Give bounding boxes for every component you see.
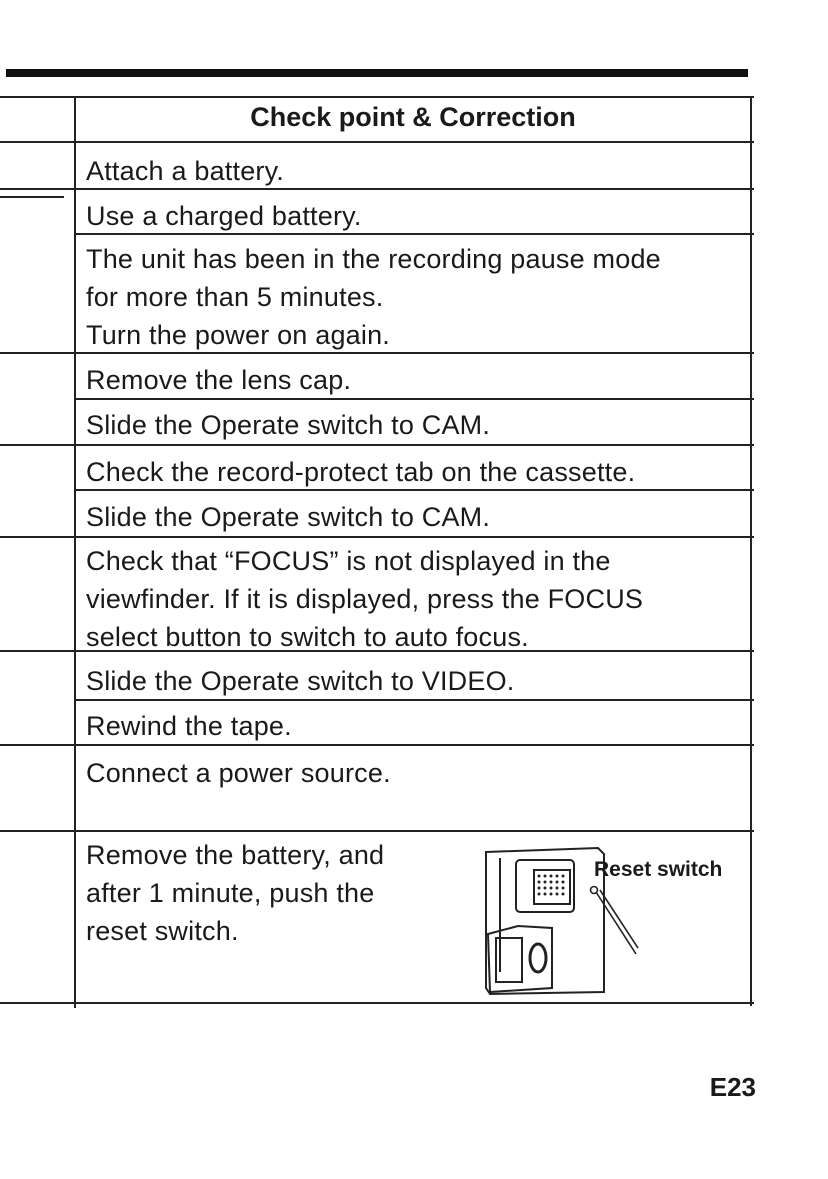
top-rule: [6, 69, 748, 77]
table-cell: Attach a battery.: [86, 156, 285, 186]
reset-switch-label: Reset switch: [594, 858, 723, 881]
table-top-border: [0, 96, 754, 98]
table-cell: Rewind the tape.: [86, 711, 292, 741]
table-cell: [86, 240, 734, 354]
cell-line: The unit has been in the recording pause mode: [86, 244, 661, 274]
left-tick: [0, 196, 64, 198]
row-divider: [0, 830, 754, 832]
reset-switch-illustration: [478, 842, 738, 998]
table-cell: Remove the lens cap.: [86, 365, 352, 395]
page-number: E23: [709, 1072, 756, 1102]
row-divider: [0, 536, 754, 538]
table-cell: Use a charged battery.: [86, 201, 362, 231]
table-cell: Connect a power source.: [86, 758, 391, 788]
cell-line: reset switch.: [86, 916, 239, 946]
cell-line: Turn the power on again.: [86, 320, 390, 350]
cell-line: for more than 5 minutes.: [86, 282, 384, 312]
row-divider: [0, 444, 754, 446]
column-header: Check point & Correction: [250, 102, 576, 132]
table-cell: Check the record-protect tab on the cassette.: [86, 457, 636, 487]
row-divider: [0, 141, 754, 143]
cell-line: Check that “FOCUS” is not displayed in the: [86, 546, 611, 576]
table-cell: Slide the Operate switch to VIDEO.: [86, 666, 515, 696]
table-cell: Slide the Operate switch to CAM.: [86, 502, 491, 532]
cell-line: select button to switch to auto focus.: [86, 622, 529, 652]
cell-line: Remove the battery, and: [86, 840, 385, 870]
cell-line: viewfinder. If it is displayed, press the FOCUS: [86, 584, 644, 614]
cell-line: after 1 minute, push the: [86, 878, 375, 908]
table-bottom-border: [0, 1002, 754, 1004]
table-cell: [86, 836, 466, 950]
table-cell: [86, 542, 734, 656]
table-cell: Slide the Operate switch to CAM.: [86, 410, 491, 440]
